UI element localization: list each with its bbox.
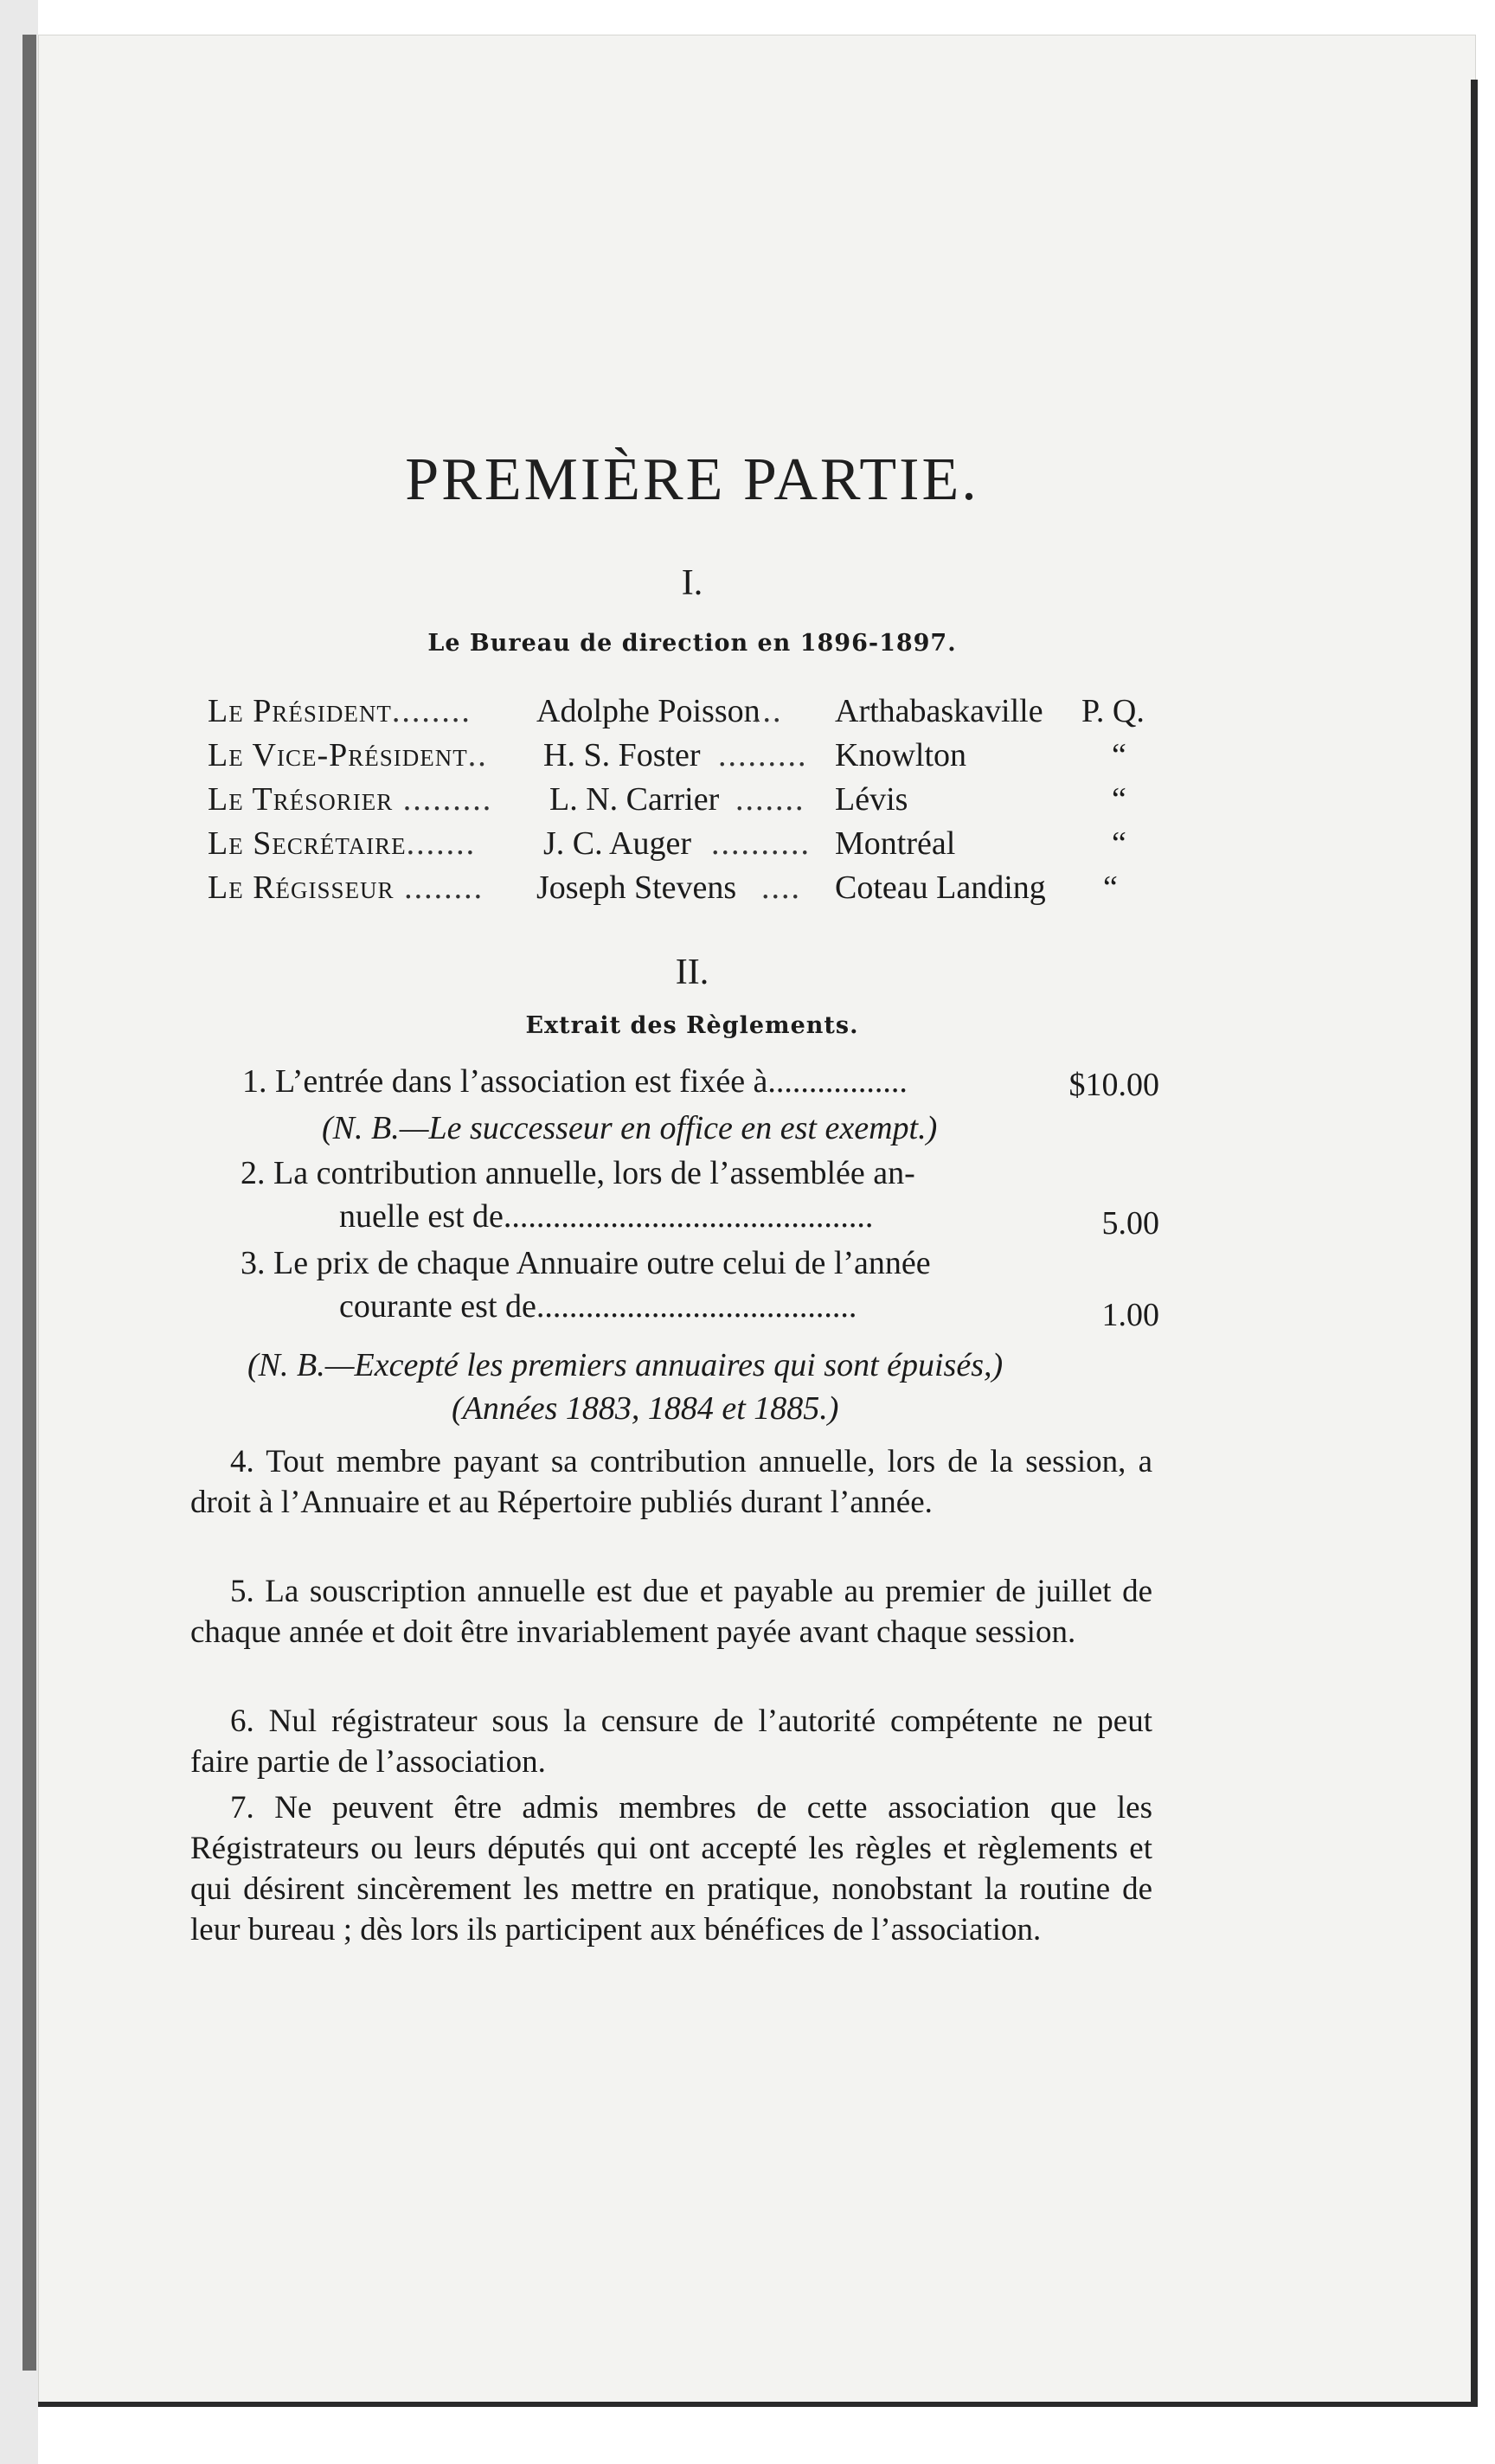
officer-province: “ bbox=[1112, 737, 1126, 773]
officer-name: Joseph Stevens bbox=[536, 869, 737, 906]
page-title: PREMIÈRE PARTIE. bbox=[405, 446, 979, 513]
officer-row-president bbox=[208, 692, 1185, 736]
officer-name: J. C. Auger bbox=[543, 825, 691, 862]
page-edge-bottom bbox=[38, 2402, 1478, 2407]
exception-note: (N. B.—Excepté les premiers annuaires qui sont épuisés,) bbox=[247, 1347, 1004, 1383]
officer-role: Le Secrétaire....... bbox=[208, 825, 477, 862]
officer-row-treasurer bbox=[208, 780, 1185, 825]
officer-place: Lévis bbox=[835, 781, 908, 818]
rule-2-line-2: nuelle est de............................................. bbox=[339, 1198, 874, 1235]
officer-place: Arthabaskaville bbox=[835, 693, 1043, 729]
rule-3-amount: 1.00 bbox=[1101, 1297, 1159, 1333]
section-2-heading: Extrait des Règlements. bbox=[525, 1012, 859, 1039]
officer-role: Le Vice-Président.. bbox=[208, 737, 488, 773]
rule-4-paragraph: 4. Tout membre payant sa contribution annuelle, lors de la session, a droit à l’Annuaire et au Répertoire publiés durant l’année. bbox=[190, 1444, 1152, 1520]
officer-dots: ......... bbox=[718, 737, 808, 773]
officer-place: Montréal bbox=[835, 825, 956, 862]
rule-3-line-2: courante est de....................................... bbox=[339, 1288, 857, 1325]
book-spine-shadow bbox=[22, 35, 36, 2371]
officer-name: L. N. Carrier bbox=[549, 781, 720, 818]
officers-list bbox=[208, 692, 1185, 913]
officer-province: “ bbox=[1112, 825, 1126, 862]
officer-dots: .... bbox=[761, 869, 801, 906]
rule-1-text: 1. L’entrée dans l’association est fixée à................. bbox=[242, 1063, 908, 1100]
section-1-numeral: I. bbox=[681, 563, 703, 603]
officer-name: H. S. Foster bbox=[543, 737, 701, 773]
officer-dots: ....... bbox=[735, 781, 805, 818]
officer-dots: .......... bbox=[711, 825, 811, 862]
officer-row-secretary bbox=[208, 825, 1185, 869]
officer-dots: ... bbox=[753, 693, 783, 729]
officer-row-vice-president bbox=[208, 736, 1185, 780]
section-1-heading: Le Bureau de direction en 1896-1897. bbox=[427, 630, 957, 657]
rule-7-paragraph: 7. Ne peuvent être admis membres de cette association que les Régistrateurs ou leurs députés qui ont accepté les règles et règlements et qui désirent sincèrement les mettre en pratique, nonobstant la routine de leur bureau ; dès lors ils participent aux bénéfices de l’association. bbox=[190, 1790, 1152, 1947]
officer-role: Le Président........ bbox=[208, 693, 472, 729]
exception-years: (Années 1883, 1884 et 1885.) bbox=[452, 1390, 839, 1427]
officer-role: Le Régisseur ........ bbox=[208, 869, 484, 906]
rule-1-amount: $10.00 bbox=[1068, 1067, 1159, 1103]
section-2-numeral: II. bbox=[675, 953, 709, 992]
page-edge-right bbox=[1471, 80, 1478, 2407]
officer-province: “ bbox=[1103, 869, 1118, 906]
rule-5-paragraph: 5. La souscription annuelle est due et payable au premier de juillet de chaque année et doit être invariablement payée avant chaque session. bbox=[190, 1574, 1152, 1650]
rule-2-line-1: 2. La contribution annuelle, lors de l’assemblée an- bbox=[241, 1155, 915, 1191]
rule-2-amount: 5.00 bbox=[1101, 1205, 1159, 1242]
rule-3-line-1: 3. Le prix de chaque Annuaire outre celui de l’année bbox=[241, 1245, 931, 1281]
officer-province: “ bbox=[1112, 781, 1126, 818]
officer-row-manager bbox=[208, 869, 1185, 913]
rule-1-note: (N. B.—Le successeur en office en est exempt.) bbox=[322, 1110, 938, 1146]
officer-name: Adolphe Poisson bbox=[536, 693, 760, 729]
rule-6-paragraph: 6. Nul régistrateur sous la censure de l’autorité compétente ne peut faire partie de l’association. bbox=[190, 1704, 1152, 1780]
officer-province: P. Q. bbox=[1081, 693, 1145, 729]
officer-role: Le Trésorier ......... bbox=[208, 781, 493, 818]
officer-place: Coteau Landing bbox=[835, 869, 1046, 906]
officer-place: Knowlton bbox=[835, 737, 966, 773]
